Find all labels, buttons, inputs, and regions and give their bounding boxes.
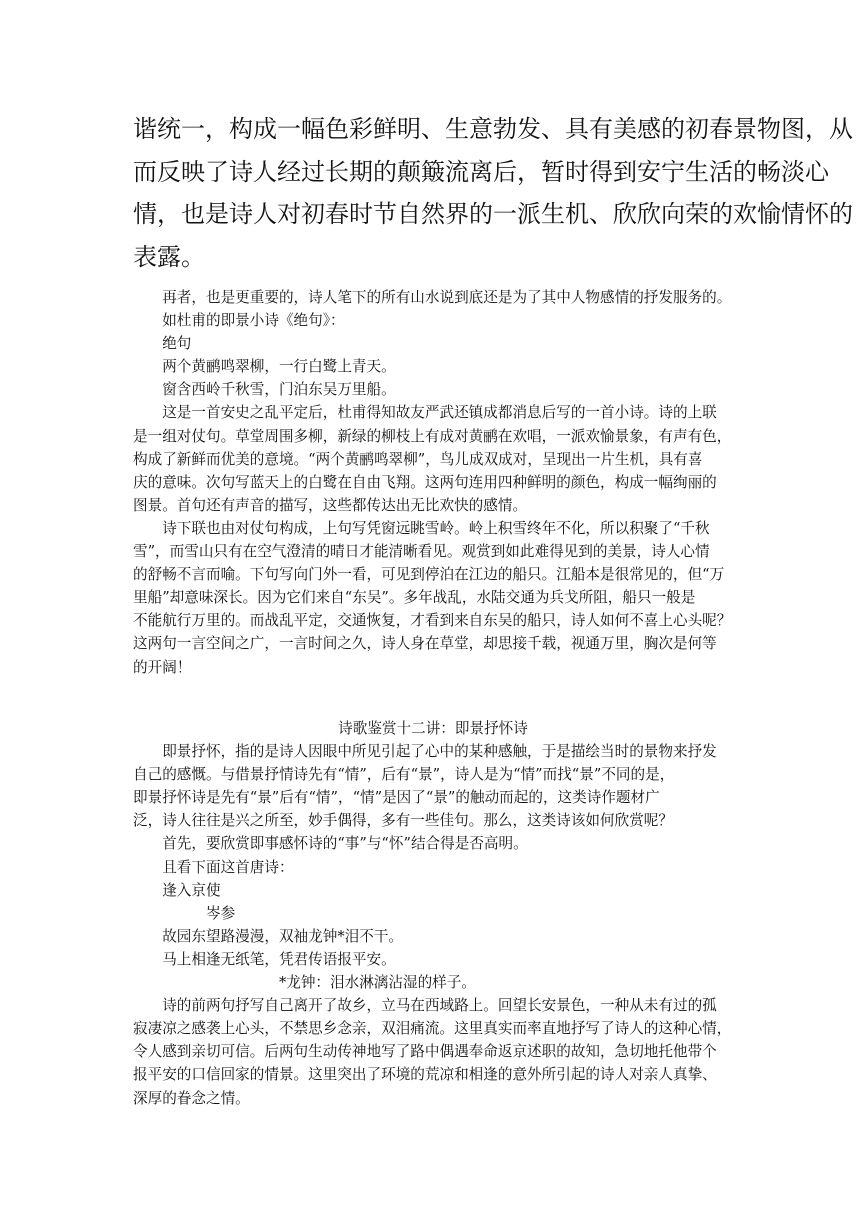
paragraph-line: 表露。 bbox=[133, 242, 205, 271]
poem-title: 逢入京使 bbox=[133, 881, 221, 899]
text-line: 即景抒怀诗是先有“景”后有“情”，“情”是因了“景”的触动而起的，这类诗作题材广 bbox=[133, 789, 660, 807]
text-line: 的舒畅不言而喻。下句写向门外一看，可见到停泊在江边的船只。江船本是很常见的，但“万 bbox=[133, 566, 725, 584]
text-line: 诗下联也由对仗句构成，上句写凭窗远眺雪岭。岭上积雪终年不化，所以积聚了“千秋 bbox=[133, 519, 710, 537]
poem-line: 两个黄鹂鸣翠柳，一行白鹭上青天。 bbox=[133, 358, 396, 376]
text-line: 这是一首安史之乱平定后，杜甫得知故友严武还镇成都消息后写的一首小诗。诗的上联 bbox=[133, 404, 717, 422]
text-line: 不能航行万里的。而战乱平定，交通恢复，才看到来自东吴的船只，诗人如何不喜上心头呢？ bbox=[133, 612, 732, 630]
text-line: 且看下面这首唐诗： bbox=[133, 858, 294, 876]
poem-footnote: *龙钟：泪水淋漓沾湿的样子。 bbox=[133, 974, 476, 992]
poem-author: 岑参 bbox=[133, 904, 236, 922]
text-line: 雪”，而雪山只有在空气澄清的晴日才能清晰看见。观赏到如此难得见到的美景，诗人心情 bbox=[133, 543, 710, 561]
text-line: 诗的前两句抒写自己离开了故乡，立马在西域路上。回望长安景色，一种从未有过的孤 bbox=[133, 997, 717, 1015]
top-paragraph bbox=[133, 108, 853, 278]
text-line: 构成了新鲜而优美的意境。“两个黄鹂鸣翠柳”，鸟儿成双成对，呈现出一片生机，具有喜 bbox=[133, 450, 703, 468]
poem-title: 绝句 bbox=[133, 335, 192, 353]
text-line: 首先，要欣赏即事感怀诗的“事”与“怀”结合得是否高明。 bbox=[133, 835, 528, 853]
poem-line: 故园东望路漫漫，双袖龙钟*泪不干。 bbox=[133, 927, 403, 945]
poem-line: 窗含西岭千秋雪，门泊东吴万里船。 bbox=[133, 381, 396, 399]
text-line: 庆的意味。次句写蓝天上的白鹭在自由飞翔。这两句连用四种鲜明的颜色，构成一幅绚丽的 bbox=[133, 473, 717, 491]
paragraph-line: 谐统一，构成一幅色彩鲜明、生意勃发、具有美感的初春景物图，从 bbox=[133, 115, 853, 143]
section-jueju-analysis bbox=[133, 286, 733, 679]
text-line: 如杜甫的即景小诗《绝句》： bbox=[133, 312, 345, 330]
paragraph-line: 而反映了诗人经过长期的颠簸流离后，暂时得到安宁生活的畅淡心 bbox=[133, 157, 829, 186]
poem-line: 马上相逢无纸笔，凭君传语报平安。 bbox=[133, 950, 396, 968]
text-line: 泛，诗人往往是兴之所至，妙手偶得，多有一些佳句。那么，这类诗该如何欣赏呢？ bbox=[133, 812, 673, 830]
text-line: 里船”却意味深长。因为它们来自“东吴”。多年战乱，水陆交通为兵戈所阻，船只一般是 bbox=[133, 589, 696, 607]
text-line: 的开阔！ bbox=[133, 658, 192, 676]
text-line: 寂凄凉之感袭上心头，不禁思乡念亲，双泪痛流。这里真实而率直地抒写了诗人的这种心情， bbox=[133, 1020, 732, 1038]
text-line: 自己的感慨。与借景抒情诗先有“情”，后有“景”，诗人是为“情”而找“景”不同的是， bbox=[133, 766, 675, 784]
text-line: 即景抒怀，指的是诗人因眼中所见引起了心中的某种感触，于是描绘当时的景物来抒发 bbox=[133, 743, 717, 761]
text-line: 报平安的口信回家的情景。这里突出了环境的荒凉和相逢的意外所引起的诗人对亲人真挚、 bbox=[133, 1066, 717, 1084]
paragraph-line: 情，也是诗人对初春时节自然界的一派生机、欣欣向荣的欢愉情怀的 bbox=[133, 200, 853, 228]
text-line: 是一组对仗句。草堂周围多柳，新绿的柳枝上有成对黄鹂在欢唱，一派欢愉景象，有声有色， bbox=[133, 427, 732, 445]
text-line: 再者，也是更重要的，诗人笔下的所有山水说到底还是为了其中人物感情的抒发服务的。 bbox=[133, 289, 732, 306]
section-title: 诗歌鉴赏十二讲：即景抒怀诗 bbox=[338, 720, 528, 737]
text-line: 令人感到亲切可信。后两句生动传神地写了路中偶遇奉命返京述职的故知，急切地托他带个 bbox=[133, 1043, 717, 1061]
text-line: 深厚的眷念之情。 bbox=[133, 1089, 250, 1107]
section-lecture-twelve bbox=[133, 717, 733, 1110]
text-line: 这两句一言空间之广，一言时间之久，诗人身在草堂，却思接千载，视通万里，胸次是何等 bbox=[133, 635, 717, 653]
text-line: 图景。首句还有声音的描写，这些都传达出无比欢快的感情。 bbox=[133, 496, 528, 514]
